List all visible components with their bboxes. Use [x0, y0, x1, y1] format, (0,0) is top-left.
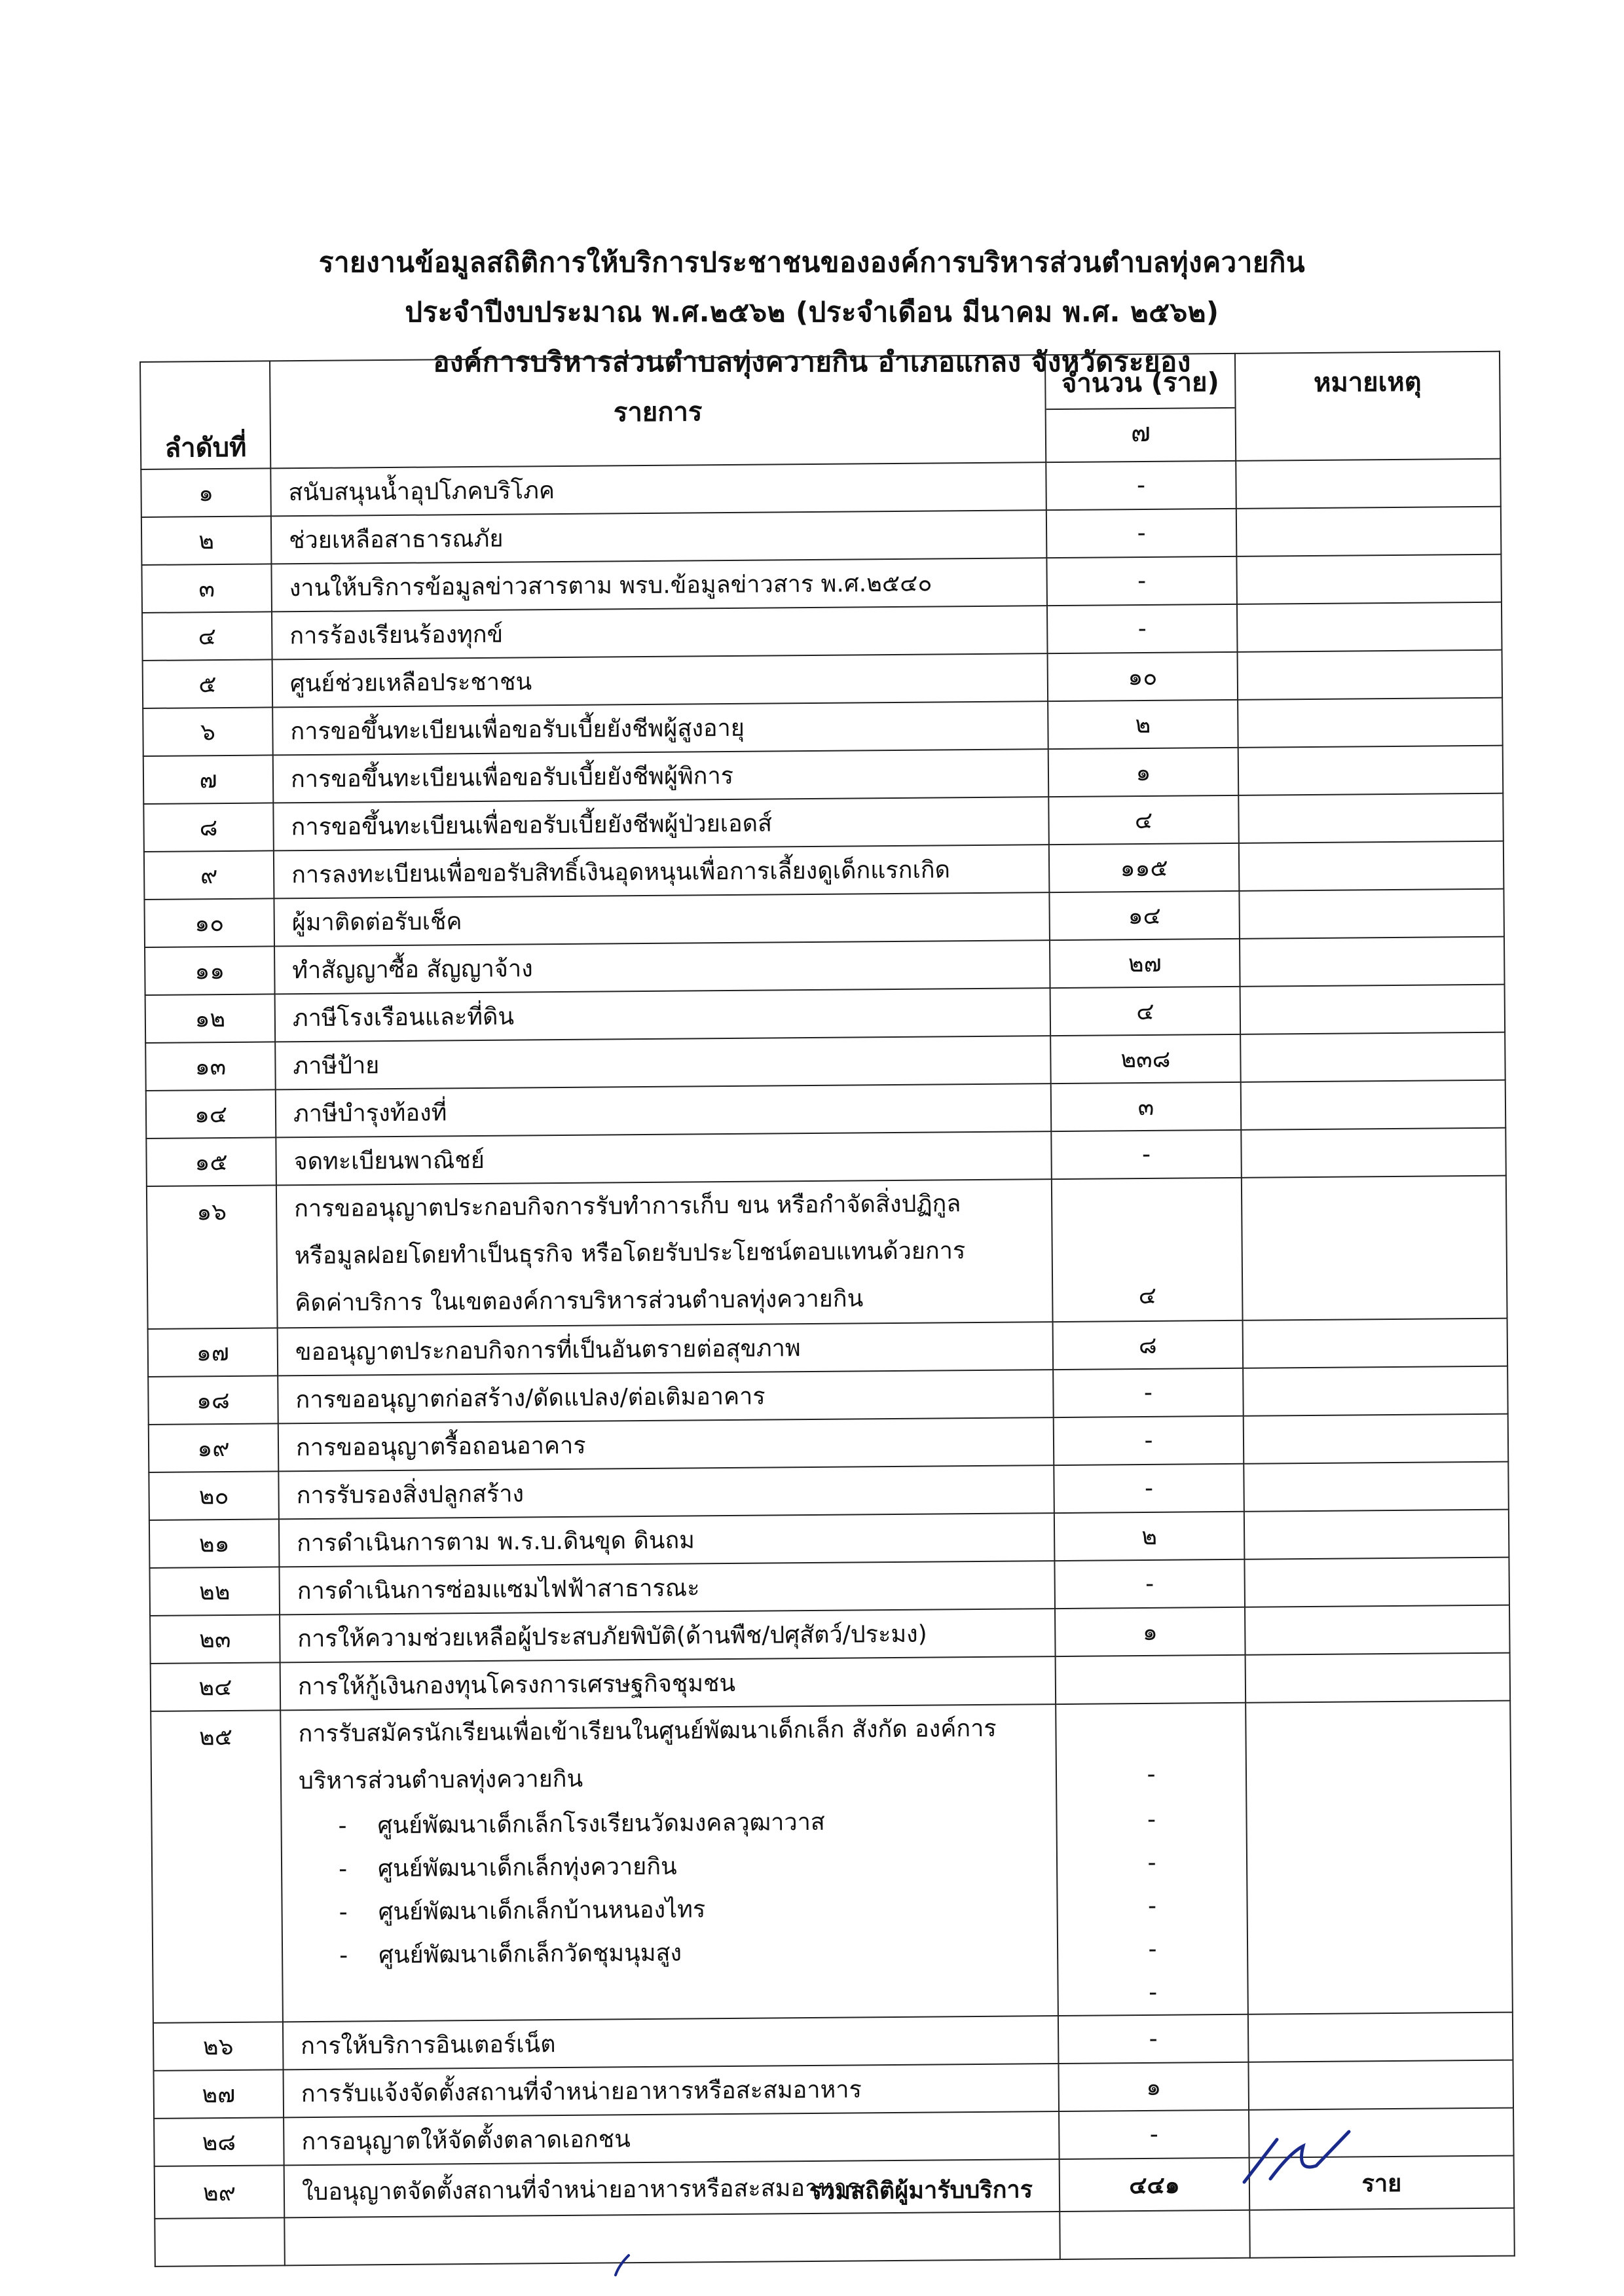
column-header-remark: หมายเหตุ	[1235, 352, 1500, 461]
row-no: ๑๕	[146, 1137, 276, 1186]
row-remark	[1238, 698, 1503, 748]
row-no: ๑	[141, 468, 271, 517]
sub-item	[300, 1929, 1050, 1978]
row-qty-extra: -	[1148, 1978, 1158, 2006]
row-qty-line: -	[1147, 1760, 1156, 1788]
row-qty	[1056, 1655, 1246, 1704]
row-remark	[1246, 1701, 1513, 2014]
row-remark	[1248, 2013, 1513, 2062]
row-qty: -	[1058, 2014, 1249, 2064]
table-row-multiline	[147, 1176, 1507, 1329]
row-item	[284, 2212, 1060, 2265]
statistics-table	[139, 351, 1515, 2267]
row-qty: ๓	[1051, 1082, 1242, 1131]
sub-item	[299, 1842, 1050, 1891]
row-no: ๑๙	[149, 1423, 279, 1472]
row-remark	[1243, 1319, 1508, 1368]
row-qty: ๔	[1048, 795, 1239, 845]
row-no: ๔	[142, 611, 272, 661]
row-no: ๖	[143, 707, 273, 756]
sub-item	[299, 1799, 1049, 1848]
row-qty: ๒๓๘	[1050, 1034, 1241, 1084]
row-item: การดำเนินการตาม พ.ร.บ.ดินขุด ดินถม	[279, 1513, 1055, 1567]
row-item: สนับสนุนน้ำอุปโภคบริโภค	[270, 462, 1046, 516]
row-item: การให้ความช่วยเหลือผู้ประสบภัยพิบัติ(ด้านพืช/ปศุสัตว์/ประมง)	[280, 1609, 1056, 1662]
row-remark	[1240, 1032, 1505, 1082]
sub-item-qty: -	[1147, 1892, 1157, 1920]
row-item: การดำเนินการซ่อมแซมไฟฟ้าสาธารณะ	[279, 1561, 1055, 1614]
sub-item-qty: -	[1148, 1935, 1157, 1963]
row-item: ศูนย์ช่วยเหลือประชาชน	[272, 653, 1048, 707]
row-qty: ๑๐	[1048, 652, 1238, 701]
sub-item-dash: -	[339, 1899, 348, 1926]
sub-item-dash: -	[339, 1942, 348, 1969]
column-header-no: ลำดับที่	[140, 361, 270, 469]
sub-item-label: ศูนย์พัฒนาเด็กเล็กวัดชุมนุมสูง	[378, 1939, 682, 1969]
row-remark	[1237, 602, 1502, 652]
row-remark	[1249, 2208, 1515, 2258]
row-no: ๑๔	[146, 1089, 276, 1139]
row-no: ๑๖	[147, 1185, 278, 1329]
row-no: ๗	[143, 755, 274, 804]
row-qty: ๑๑๕	[1049, 843, 1240, 892]
row-item-line: คิดค่าบริการ ในเขตองค์การบริหารส่วนตำบลทุ่งควายกิน	[295, 1285, 864, 1317]
row-remark	[1246, 1653, 1511, 1703]
row-qty: ๑	[1055, 1607, 1246, 1656]
row-qty	[1060, 2210, 1250, 2259]
row-qty: ๒๗	[1050, 939, 1240, 988]
sub-item-qty: -	[1147, 1806, 1156, 1833]
row-qty: -	[1054, 1559, 1245, 1609]
row-remark	[1240, 937, 1505, 987]
row-no: ๑๘	[148, 1376, 278, 1425]
header-qty-value: ๗	[1130, 417, 1151, 448]
row-item-multiline	[280, 1704, 1058, 2022]
row-qty: ๒	[1054, 1512, 1245, 1561]
row-item: การรับรองสิ่งปลูกสร้าง	[278, 1465, 1054, 1519]
row-item: การขออนุญาตรื้อถอนอาคาร	[278, 1417, 1054, 1471]
row-no	[155, 2217, 285, 2267]
row-qty: -	[1047, 604, 1238, 653]
row-qty: -	[1046, 556, 1237, 606]
row-item: การขอขึ้นทะเบียนเพื่อขอรับเบี้ยยังชีพผู้ป่วยเอดส์	[273, 797, 1049, 850]
row-qty: ๑	[1048, 748, 1239, 797]
row-no: ๒๕	[151, 1710, 283, 2023]
row-remark	[1236, 555, 1502, 604]
sub-item-dash: -	[338, 1855, 348, 1883]
row-item: ขออนุญาตประกอบกิจการที่เป็นอันตรายต่อสุขภาพ	[278, 1322, 1054, 1376]
row-item: การให้กู้เงินกองทุนโครงการเศรษฐกิจชุมชน	[280, 1656, 1056, 1710]
row-no: ๑๐	[144, 898, 274, 947]
row-no: ๒๓	[150, 1614, 280, 1664]
row-no: ๑๗	[148, 1328, 278, 1377]
row-qty: -	[1059, 2110, 1249, 2159]
sub-item-spacer	[300, 1972, 1050, 2021]
row-no: ๒๖	[153, 2022, 284, 2071]
row-remark	[1244, 1414, 1509, 1464]
row-remark	[1244, 1510, 1509, 1559]
statistics-table-wrapper	[139, 351, 1514, 2257]
row-qty: -	[1051, 1130, 1242, 1179]
row-no: ๒๒	[149, 1567, 280, 1616]
row-item: การขอขึ้นทะเบียนเพื่อขอรับเบี้ยยังชีพผู้สูงอายุ	[272, 701, 1048, 755]
row-qty: ๒	[1048, 700, 1238, 749]
row-item: ภาษีบำรุงท้องที่	[276, 1084, 1052, 1137]
row-item: จดทะเบียนพาณิชย์	[276, 1131, 1052, 1185]
row-item: การขออนุญาตก่อสร้าง/ดัดแปลง/ต่อเติมอาคาร	[278, 1370, 1054, 1423]
column-header-item: รายการ	[270, 355, 1046, 468]
column-header-qty	[1045, 354, 1236, 462]
row-item: ภาษีโรงเรือนและที่ดิน	[275, 988, 1051, 1042]
row-qty: ๔	[1050, 987, 1241, 1036]
row-qty: -	[1054, 1464, 1244, 1513]
row-item: การรับแจ้งจัดตั้งสถานที่จำหน่ายอาหารหรือสะสมอาหาร	[284, 2064, 1060, 2117]
row-qty: ๘	[1053, 1321, 1244, 1370]
row-qty: ๔	[1052, 1178, 1243, 1322]
sub-item-qty: -	[1147, 1849, 1156, 1876]
row-no: ๒๐	[149, 1471, 279, 1520]
row-no: ๒๑	[149, 1519, 280, 1568]
report-subtitle-fiscal-year: ประจำปีงบประมาณ พ.ศ.๒๕๖๒ (ประจำเดือน มีนาคม พ.ศ. ๒๕๖๒)	[405, 296, 1219, 328]
row-item: ภาษีป้าย	[275, 1036, 1051, 1089]
row-item: การร้องเรียนร้องทุกข์	[272, 606, 1048, 659]
total-unit: ราย	[1249, 2156, 1515, 2210]
table-body	[141, 459, 1514, 2267]
sub-item-label: ศูนย์พัฒนาเด็กเล็กทุ่งควายกิน	[377, 1853, 677, 1883]
row-remark	[1239, 889, 1504, 939]
row-no: ๑๒	[145, 994, 276, 1043]
row-qty: ๑	[1058, 2062, 1249, 2111]
row-qty: ๑๔	[1049, 891, 1240, 940]
row-item: ช่วยเหลือสาธารณภัย	[271, 510, 1047, 564]
row-remark	[1244, 1462, 1509, 1512]
row-remark	[1238, 793, 1504, 843]
row-item-line: บริหารส่วนตำบลทุ่งควายกิน	[298, 1765, 583, 1795]
row-no: ๒	[141, 516, 272, 565]
row-qty: -	[1053, 1368, 1244, 1417]
row-remark	[1243, 1366, 1508, 1416]
row-item: งานให้บริการข้อมูลข่าวสารตาม พรบ.ข้อมูลข่าวสาร พ.ศ.๒๕๔๐	[271, 558, 1047, 611]
row-remark	[1245, 1605, 1510, 1655]
row-no: ๓	[141, 564, 272, 613]
sub-item-label: ศูนย์พัฒนาเด็กเล็กโรงเรียนวัดมงคลวุฒาวาส	[377, 1808, 825, 1840]
row-no: ๕	[143, 659, 273, 708]
row-qty: -	[1054, 1416, 1244, 1465]
row-qty-column	[1056, 1703, 1248, 2016]
table-header-row	[140, 352, 1500, 469]
row-no: ๒๗	[154, 2069, 284, 2119]
row-remark	[1244, 1558, 1509, 1607]
row-item: การให้บริการอินเตอร์เน็ต	[283, 2016, 1059, 2069]
row-remark	[1239, 841, 1504, 891]
table-row-with-subitems	[151, 1701, 1513, 2023]
row-no: ๒๙	[155, 2165, 285, 2219]
row-remark	[1238, 650, 1503, 700]
sub-item-dash: -	[338, 1812, 347, 1840]
row-item: ใบอนุญาตจัดตั้งสถานที่จำหน่ายอาหารหรือสะสมอาหาร	[301, 2174, 860, 2206]
total-label: รวมสถิติผู้มารับบริการ	[809, 2176, 1033, 2206]
row-remark	[1236, 459, 1501, 509]
row-item-line: การขออนุญาตประกอบกิจการรับทำการเก็บ ขน หรือกำจัดสิ่งปฏิกูล	[294, 1190, 961, 1223]
row-remark	[1240, 985, 1505, 1034]
row-qty: -	[1046, 461, 1236, 510]
row-qty: -	[1046, 509, 1237, 558]
row-item: ผู้มาติดต่อรับเช็ค	[274, 892, 1050, 946]
row-item-with-total	[284, 2159, 1060, 2217]
row-no: ๙	[144, 850, 274, 900]
signature-mark-small	[609, 2252, 635, 2278]
row-remark	[1242, 1176, 1507, 1321]
row-remark	[1238, 746, 1504, 795]
row-item-multiline	[276, 1179, 1053, 1328]
row-item: ทำสัญญาซื้อ สัญญาจ้าง	[274, 940, 1050, 994]
row-item: การขอขึ้นทะเบียนเพื่อขอรับเบี้ยยังชีพผู้พิการ	[273, 749, 1049, 803]
row-no: ๒๘	[154, 2117, 284, 2166]
signature-mark	[1231, 2126, 1362, 2192]
row-item-line: หรือมูลฝอยโดยทำเป็นธุรกิจ หรือโดยรับประโยชน์ตอบแทนด้วยการ	[294, 1237, 966, 1270]
row-qty-line	[1056, 1704, 1246, 1752]
column-header-qty-label: จำนวน (ราย)	[1046, 358, 1235, 410]
row-no: ๑๓	[145, 1042, 276, 1091]
report-title: รายงานข้อมูลสถิติการให้บริการประชาชนขององค์การบริหารส่วนตำบลทุ่งควายกิน	[318, 246, 1306, 278]
row-remark	[1241, 1080, 1506, 1130]
row-remark	[1241, 1128, 1506, 1178]
row-no: ๒๔	[151, 1662, 281, 1711]
report-subtitle-organization: องค์การบริหารส่วนตำบลทุ่งควายกิน อำเภอแกลง จังหวัดระยอง	[433, 346, 1191, 378]
row-no: ๑๑	[145, 946, 275, 995]
row-item: การอนุญาตให้จัดตั้งตลาดเอกชน	[284, 2111, 1060, 2165]
row-item-line: การรับสมัครนักเรียนเพื่อเข้าเรียนในศูนย์พัฒนาเด็กเล็ก สังกัด องค์การ	[298, 1715, 997, 1748]
sub-item-label: ศูนย์พัฒนาเด็กเล็กบ้านหนองไทร	[378, 1896, 706, 1926]
sub-item	[299, 1886, 1050, 1935]
row-remark	[1248, 2060, 1513, 2110]
row-item: การลงทะเบียนเพื่อขอรับสิทธิ์เงินอุดหนุนเพื่อการเลี้ยงดูเด็กแรกเกิด	[274, 845, 1050, 898]
row-remark	[1236, 507, 1502, 556]
total-value: ๔๔๑	[1060, 2158, 1250, 2212]
row-no: ๘	[143, 803, 274, 852]
